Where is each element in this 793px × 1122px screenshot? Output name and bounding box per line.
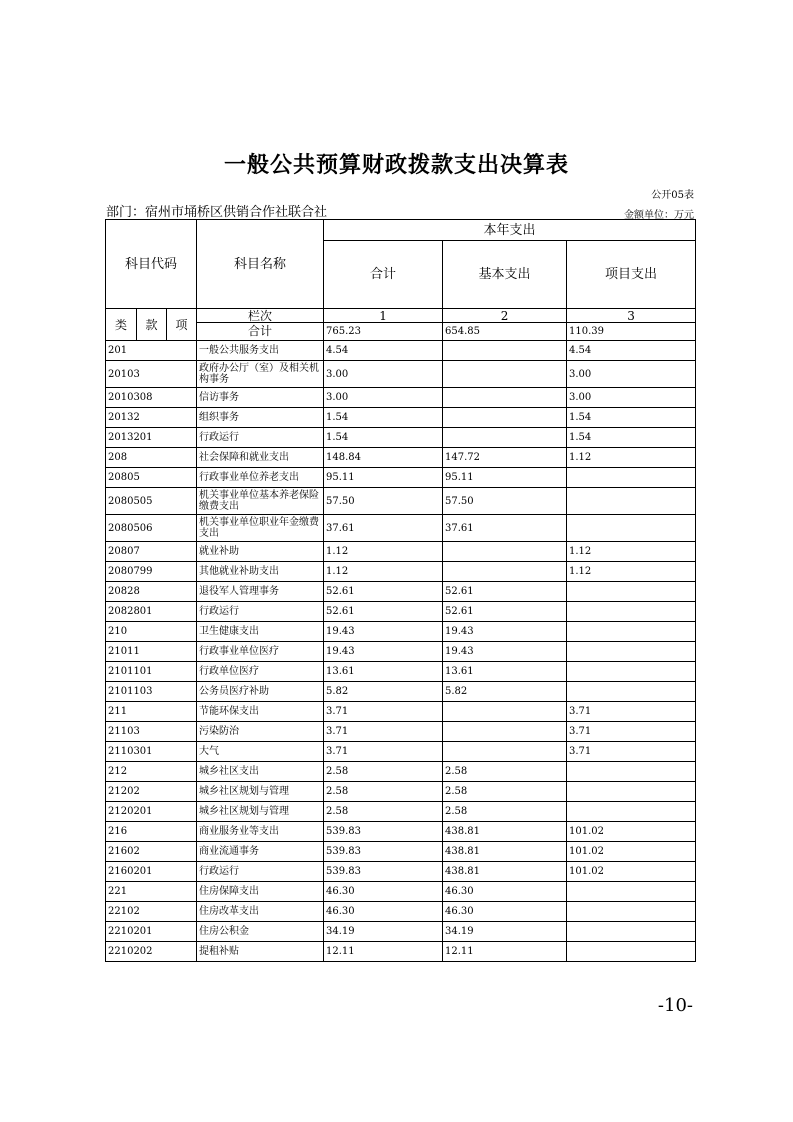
table-row [106, 428, 696, 448]
row-name: 就业补助 [197, 542, 324, 562]
row-total: 539.83 [324, 842, 443, 862]
header-row-1 [106, 220, 696, 241]
row-basic: 438.81 [443, 862, 567, 882]
table-row [106, 942, 696, 962]
row-project [567, 515, 696, 542]
table-row [106, 341, 696, 361]
table-row [106, 448, 696, 468]
row-basic [443, 702, 567, 722]
header-project: 项目支出 [567, 241, 696, 309]
row-basic [443, 361, 567, 388]
row-total: 2.58 [324, 782, 443, 802]
table-row [106, 622, 696, 642]
row-basic: 19.43 [443, 622, 567, 642]
row-total: 539.83 [324, 822, 443, 842]
row-basic [443, 388, 567, 408]
header-name: 科目名称 [197, 220, 324, 309]
row-basic: 52.61 [443, 582, 567, 602]
row-code: 20132 [106, 408, 197, 428]
table-row [106, 388, 696, 408]
row-name: 组织事务 [197, 408, 324, 428]
row-name: 机关事业单位基本养老保险缴费支出 [197, 488, 324, 515]
table-row [106, 662, 696, 682]
row-project: 1.54 [567, 408, 696, 428]
row-name: 一般公共服务支出 [197, 341, 324, 361]
table-row [106, 488, 696, 515]
row-code: 201 [106, 341, 197, 361]
row-project [567, 762, 696, 782]
row-name: 行政事业单位医疗 [197, 642, 324, 662]
row-basic: 2.58 [443, 762, 567, 782]
row-code: 2210202 [106, 942, 197, 962]
row-code: 20103 [106, 361, 197, 388]
table-row [106, 862, 696, 882]
row-basic: 13.61 [443, 662, 567, 682]
row-name: 行政运行 [197, 602, 324, 622]
row-code: 210 [106, 622, 197, 642]
row-name: 城乡社区支出 [197, 762, 324, 782]
row-project: 1.12 [567, 448, 696, 468]
row-total: 57.50 [324, 488, 443, 515]
header-current-year: 本年支出 [324, 220, 696, 241]
row-code: 22102 [106, 902, 197, 922]
row-basic: 37.61 [443, 515, 567, 542]
row-basic: 34.19 [443, 922, 567, 942]
row-code: 2082801 [106, 602, 197, 622]
header-lanci: 栏次 [197, 309, 324, 323]
row-project: 1.12 [567, 542, 696, 562]
row-project: 101.02 [567, 842, 696, 862]
row-project [567, 488, 696, 515]
column-number-2: 2 [443, 309, 567, 323]
row-name: 城乡社区规划与管理 [197, 802, 324, 822]
row-code: 2160201 [106, 862, 197, 882]
table-row [106, 682, 696, 702]
row-code: 2080505 [106, 488, 197, 515]
row-project [567, 922, 696, 942]
column-number-1: 1 [324, 309, 443, 323]
row-name: 机关事业单位职业年金缴费支出 [197, 515, 324, 542]
header-total: 合计 [324, 241, 443, 309]
row-project [567, 802, 696, 822]
row-code: 208 [106, 448, 197, 468]
row-project [567, 942, 696, 962]
table-row [106, 361, 696, 388]
department-label: 部门：宿州市埇桥区供销合作社联合社 [106, 205, 328, 220]
row-name: 城乡社区规划与管理 [197, 782, 324, 802]
row-project [567, 782, 696, 802]
row-total: 2.58 [324, 802, 443, 822]
total-label: 合计 [197, 323, 324, 341]
expenditure-table [105, 219, 696, 962]
row-name: 商业服务业等支出 [197, 822, 324, 842]
row-total: 37.61 [324, 515, 443, 542]
row-code: 212 [106, 762, 197, 782]
row-total: 1.12 [324, 562, 443, 582]
row-name: 节能环保支出 [197, 702, 324, 722]
row-total: 5.82 [324, 682, 443, 702]
table-row [106, 882, 696, 902]
row-project: 3.00 [567, 361, 696, 388]
row-name: 大气 [197, 742, 324, 762]
row-code: 2080799 [106, 562, 197, 582]
row-name: 政府办公厅（室）及相关机构事务 [197, 361, 324, 388]
column-number-3: 3 [567, 309, 696, 323]
row-total: 19.43 [324, 642, 443, 662]
row-basic: 95.11 [443, 468, 567, 488]
row-basic: 438.81 [443, 822, 567, 842]
table-row [106, 642, 696, 662]
row-name: 行政运行 [197, 862, 324, 882]
row-basic [443, 542, 567, 562]
row-total: 34.19 [324, 922, 443, 942]
row-code: 2010308 [106, 388, 197, 408]
table-row [106, 602, 696, 622]
row-basic: 438.81 [443, 842, 567, 862]
row-project: 101.02 [567, 822, 696, 842]
row-name: 信访事务 [197, 388, 324, 408]
row-code: 2101101 [106, 662, 197, 682]
table-row [106, 742, 696, 762]
row-project: 1.54 [567, 428, 696, 448]
column-number-row [106, 309, 696, 323]
row-project [567, 642, 696, 662]
row-project: 3.71 [567, 722, 696, 742]
total-project: 110.39 [567, 323, 696, 341]
table-row [106, 782, 696, 802]
row-basic: 2.58 [443, 782, 567, 802]
row-code: 21602 [106, 842, 197, 862]
row-project [567, 902, 696, 922]
row-total: 2.58 [324, 762, 443, 782]
row-code: 20807 [106, 542, 197, 562]
row-name: 污染防治 [197, 722, 324, 742]
row-basic [443, 428, 567, 448]
row-total: 1.54 [324, 408, 443, 428]
row-total: 3.00 [324, 388, 443, 408]
table-row [106, 515, 696, 542]
row-code: 21202 [106, 782, 197, 802]
header-basic: 基本支出 [443, 241, 567, 309]
table-row [106, 842, 696, 862]
row-basic [443, 742, 567, 762]
row-total: 3.71 [324, 702, 443, 722]
row-total: 19.43 [324, 622, 443, 642]
row-project: 101.02 [567, 862, 696, 882]
row-code: 2110301 [106, 742, 197, 762]
row-name: 商业流通事务 [197, 842, 324, 862]
header-lei: 类 [106, 309, 137, 341]
row-total: 13.61 [324, 662, 443, 682]
row-code: 20828 [106, 582, 197, 602]
row-code: 21103 [106, 722, 197, 742]
row-total: 1.12 [324, 542, 443, 562]
table-row [106, 802, 696, 822]
row-basic: 147.72 [443, 448, 567, 468]
amount-unit: 金额单位：万元 [624, 210, 694, 221]
row-name: 提租补贴 [197, 942, 324, 962]
row-basic [443, 408, 567, 428]
table-row [106, 902, 696, 922]
row-project: 3.71 [567, 702, 696, 722]
row-basic [443, 341, 567, 361]
row-project [567, 882, 696, 902]
row-total: 52.61 [324, 602, 443, 622]
row-code: 221 [106, 882, 197, 902]
row-code: 20805 [106, 468, 197, 488]
row-total: 3.71 [324, 722, 443, 742]
row-name: 其他就业补助支出 [197, 562, 324, 582]
form-number: 公开05表 [651, 190, 694, 201]
table-row [106, 562, 696, 582]
row-name: 住房改革支出 [197, 902, 324, 922]
row-basic: 57.50 [443, 488, 567, 515]
table-row [106, 702, 696, 722]
row-project [567, 622, 696, 642]
table-row [106, 762, 696, 782]
row-total: 539.83 [324, 862, 443, 882]
row-total: 12.11 [324, 942, 443, 962]
row-name: 退役军人管理事务 [197, 582, 324, 602]
row-code: 211 [106, 702, 197, 722]
row-basic: 46.30 [443, 902, 567, 922]
row-name: 卫生健康支出 [197, 622, 324, 642]
row-code: 21011 [106, 642, 197, 662]
row-name: 社会保障和就业支出 [197, 448, 324, 468]
row-total: 46.30 [324, 902, 443, 922]
total-basic: 654.85 [443, 323, 567, 341]
row-project: 1.12 [567, 562, 696, 582]
row-project [567, 468, 696, 488]
row-total: 148.84 [324, 448, 443, 468]
row-basic [443, 562, 567, 582]
row-basic: 52.61 [443, 602, 567, 622]
row-total: 52.61 [324, 582, 443, 602]
row-name: 公务员医疗补助 [197, 682, 324, 702]
row-total: 46.30 [324, 882, 443, 902]
row-code: 2101103 [106, 682, 197, 702]
row-total: 4.54 [324, 341, 443, 361]
table-row [106, 542, 696, 562]
row-project [567, 662, 696, 682]
row-project: 3.71 [567, 742, 696, 762]
row-basic [443, 722, 567, 742]
row-total: 1.54 [324, 428, 443, 448]
row-name: 行政单位医疗 [197, 662, 324, 682]
table-row [106, 822, 696, 842]
table-row [106, 722, 696, 742]
table-row [106, 922, 696, 942]
row-basic: 46.30 [443, 882, 567, 902]
total-amount: 765.23 [324, 323, 443, 341]
header-kuan: 款 [137, 309, 167, 341]
row-total: 95.11 [324, 468, 443, 488]
table-row [106, 468, 696, 488]
row-code: 2080506 [106, 515, 197, 542]
document-title: 一般公共预算财政拨款支出决算表 [223, 152, 569, 178]
header-code: 科目代码 [106, 220, 197, 309]
row-code: 216 [106, 822, 197, 842]
row-name: 住房公积金 [197, 922, 324, 942]
row-code: 2120201 [106, 802, 197, 822]
row-total: 3.71 [324, 742, 443, 762]
row-project [567, 602, 696, 622]
row-name: 行政运行 [197, 428, 324, 448]
table-row [106, 582, 696, 602]
row-name: 住房保障支出 [197, 882, 324, 902]
header-xiang: 项 [167, 309, 197, 341]
row-project [567, 582, 696, 602]
row-project: 3.00 [567, 388, 696, 408]
table-row [106, 408, 696, 428]
row-code: 2210201 [106, 922, 197, 942]
row-code: 2013201 [106, 428, 197, 448]
row-project [567, 682, 696, 702]
page-number: -10- [657, 995, 693, 1016]
row-basic: 12.11 [443, 942, 567, 962]
row-basic: 2.58 [443, 802, 567, 822]
row-name: 行政事业单位养老支出 [197, 468, 324, 488]
row-basic: 19.43 [443, 642, 567, 662]
row-basic: 5.82 [443, 682, 567, 702]
row-project: 4.54 [567, 341, 696, 361]
row-total: 3.00 [324, 361, 443, 388]
